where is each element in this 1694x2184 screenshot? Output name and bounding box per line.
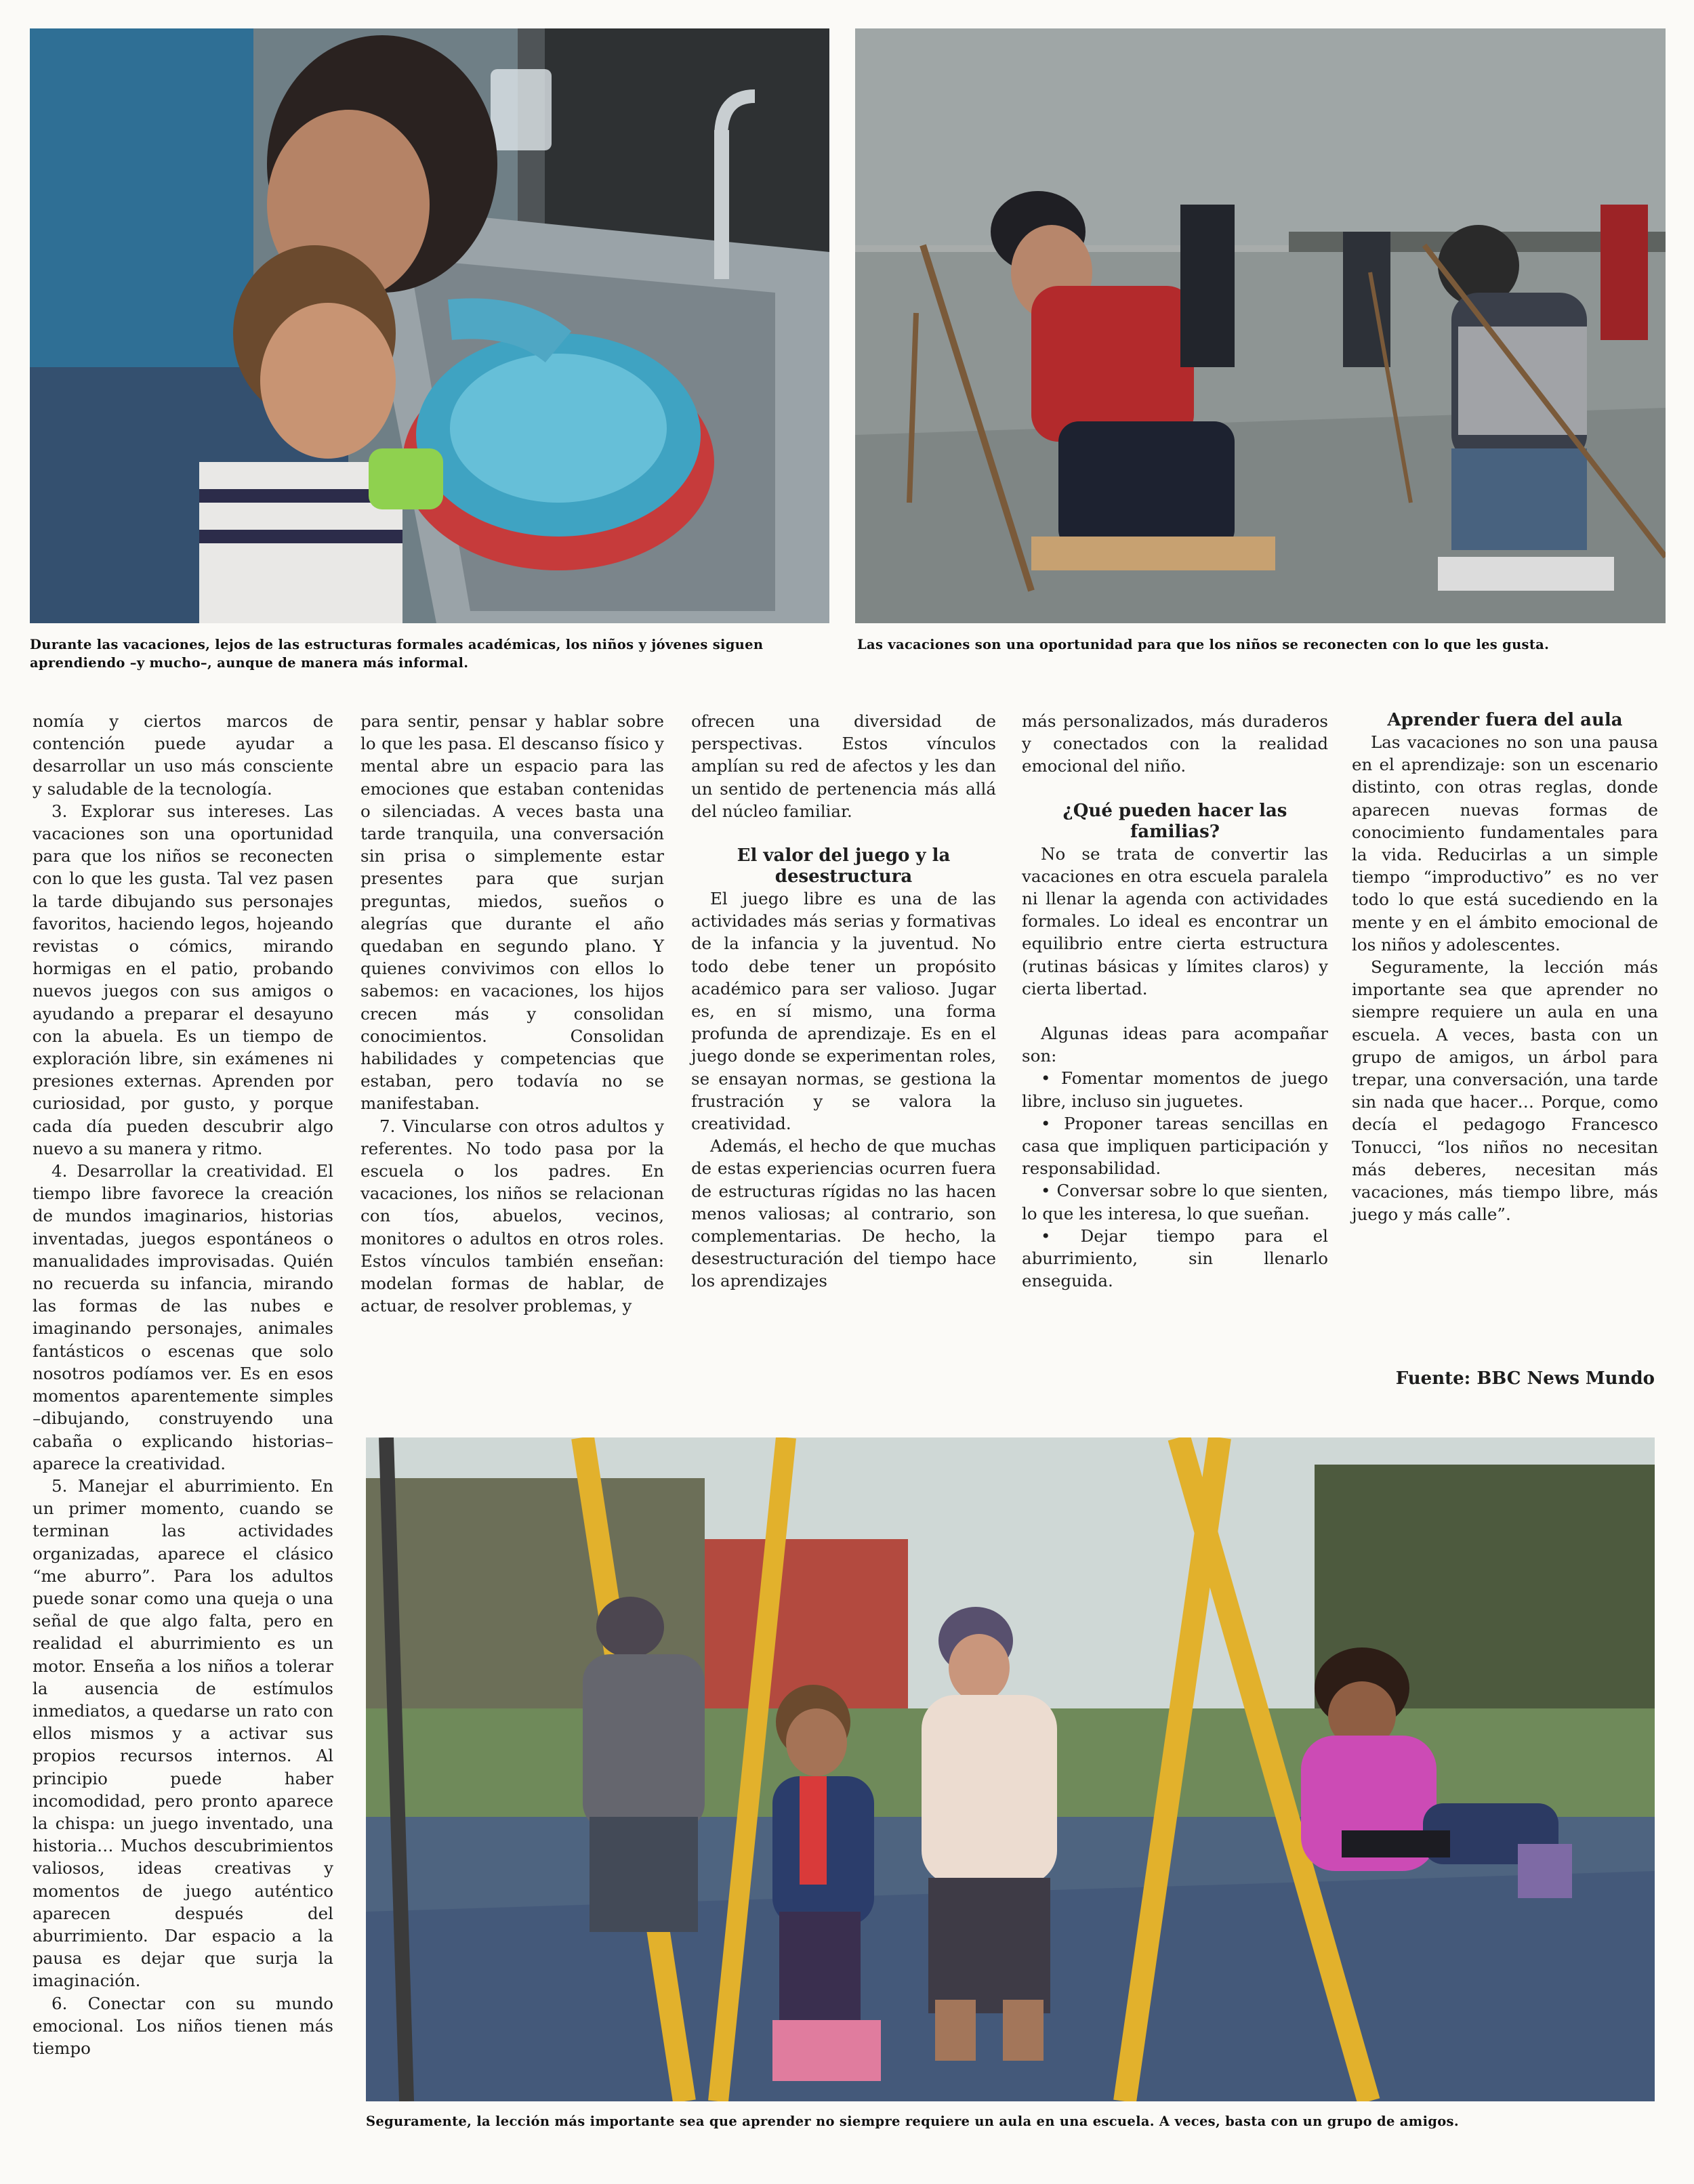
caption-photo-3: Seguramente, la lección más importante sea que aprender no siempre requiere un aula en una escuela. A veces, basta con un grupo de amigos.	[366, 2114, 1459, 2129]
column-4	[1022, 710, 1328, 1292]
bullet-item: • Fomentar momentos de juego libre, incluso sin juguetes.	[1022, 1068, 1328, 1111]
section-heading: Aprender fuera del aula	[1387, 710, 1623, 730]
paragraph: Además, el hecho de que muchas de estas experiencias ocurren fuera de estructuras rígidas no las hacen menos valiosas; al contrario, son complementarias. De hecho, la desestructuración del tiempo hace los aprendizajes	[691, 1136, 996, 1291]
paragraph: Algunas ideas para acompañar son:	[1022, 1024, 1328, 1066]
bullet-item: • Proponer tareas sencillas en casa que impliquen participación y responsabilidad.	[1022, 1113, 1328, 1179]
paragraph: 4. Desarrollar la creatividad. El tiempo libre favorece la creación de mundos imaginarios, historias inventadas, juegos espontáneos o manualidades improvisadas. Quién no recuerda su infancia, mirando las formas de las nubes e imaginando personajes, animales fantásticos o escenas que solo nosotros podíamos ver. Es en esos momentos aparentemente simples –dibujando, construyendo una cabaña o explicando historias– aparece la creatividad.	[33, 1161, 333, 1473]
photo-dishwashing	[30, 28, 829, 623]
column-2	[360, 710, 664, 1317]
paragraph: 6. Conectar con su mundo emocional. Los niños tienen más tiempo	[33, 1993, 333, 2058]
column-5	[1352, 710, 1658, 1225]
column-1	[33, 710, 333, 2059]
paragraph: ofrecen una diversidad de perspectivas. Estos vínculos amplían su red de afectos y les dan un sentido de pertenencia más allá del núcleo familiar.	[691, 711, 996, 821]
caption-photo-1: Durante las vacaciones, lejos de las estructuras formales académicas, los niños y jóvenes siguen aprendiendo –y mucho–, aunque de manera más informal.	[30, 637, 764, 671]
column-3	[691, 710, 996, 1293]
paragraph: El juego libre es una de las actividades más serias y formativas de la infancia y la juventud. No todo debe tener un propósito académico para ser valioso. Jugar es, en sí mismo, una forma profunda de aprendizaje. Es en el juego donde se experimentan roles, se ensayan normas, se gestiona la frustración y se valora la creatividad.	[691, 889, 996, 1134]
paragraph: nomía y ciertos marcos de contención puede ayudar a desarrollar un uso más consciente y saludable de la tecnología.	[33, 711, 333, 799]
photo-sledding	[855, 28, 1666, 623]
source-credit: Fuente: BBC News Mundo	[1395, 1368, 1655, 1389]
paragraph: No se trata de convertir las vacaciones en otra escuela paralela ni llenar la agenda con actividades formales. Lo ideal es encontrar un equilibrio entre cierta estructura (rutinas básicas y límites claros) y cierta libertad.	[1022, 843, 1328, 999]
paragraph: más personalizados, más duraderos y conectados con la realidad emocional del niño.	[1022, 711, 1328, 776]
paragraph: 5. Manejar el aburrimiento. En un primer momento, cuando se terminan las actividades organizadas, aparece el clásico “me aburro”. Para los adultos puede sonar como una queja o una señal de que algo falta, pero en realidad el aburrimiento es un motor. Enseña a los niños a tolerar la ausencia de estímulos inmediatos, a quedarse un rato con ellos mismos y a activar sus propios recursos internos. Al principio puede haber incomodidad, pero pronto aparece la chispa: un juego inventado, una historia… Muchos descubrimientos valiosos, ideas creativas y momentos de juego auténtico aparecen después del aburrimiento. Dar espacio a la pausa es dejar que surja la imaginación.	[33, 1475, 333, 1991]
caption-photo-2: Las vacaciones son una oportunidad para que los niños se reconecten con lo que les gusta.	[857, 637, 1550, 652]
bullet-item: • Dejar tiempo para el aburrimiento, sin llenarlo enseguida.	[1022, 1225, 1328, 1291]
paragraph: 7. Vincularse con otros adultos y referentes. No todo pasa por la escuela o los padres. En vacaciones, los niños se relacionan con tíos, abuelos, vecinos, monitores o adultos en otros roles. Estos vínculos también enseñan: modelan formas de hablar, de actuar, de resolver problemas, y	[360, 1116, 664, 1316]
bullet-item: • Conversar sobre lo que sienten, lo que les interesa, lo que sueñan.	[1022, 1181, 1328, 1223]
section-heading: ¿Qué pueden hacer las familias?	[1062, 800, 1287, 842]
paragraph: 3. Explorar sus intereses. Las vacaciones son una oportunidad para que los niños se reconecten con lo que les gusta. Tal vez pasen la tarde dibujando sus personajes favoritos, haciendo legos, hojeando revistas o cómics, mirando hormigas en el patio, probando nuevos juegos con sus amigos o ayudando a preparar el desayuno con la abuela. Es un tiempo de exploración libre, sin exámenes ni presiones externas. Aprenden por curiosidad, por gusto, y porque cada día pueden descubrir algo nuevo a su manera y ritmo.	[33, 801, 333, 1158]
paragraph: Seguramente, la lección más importante sea que aprender no siempre requiere un aula en una escuela. A veces, basta con un grupo de amigos, un árbol para trepar, una conversación, una tarde sin nada que hacer… Porque, como decía el pedagogo Francesco Tonucci, “los niños no necesitan más deberes, necesitan más vacaciones, más tiempo libre, más juego y más calle”.	[1352, 957, 1658, 1225]
section-heading: El valor del juego y la desestructura	[737, 845, 951, 887]
paragraph: para sentir, pensar y hablar sobre lo que les pasa. El descanso físico y mental abre un espacio para las emociones que estaban contenidas o silenciadas. A veces basta una tarde tranquila, una conversación sin prisa o simplemente estar presentes para que surjan preguntas, miedos, sueños o alegrías que durante el año quedaban en segundo plano. Y quienes convivimos con ellos lo sabemos: en vacaciones, los hijos crecen más y consolidan conocimientos. Consolidan habilidades y competencias que estaban, pero todavía no se manifestaban.	[360, 711, 664, 1114]
paragraph: Las vacaciones no son una pausa en el aprendizaje: son un escenario distinto, con otras reglas, donde aparecen nuevas formas de conocimiento fundamentales para la vida. Reducirlas a un simple tiempo “improductivo” es no ver todo lo que está sucediendo en la mente y en el ámbito emocional de los niños y adolescentes.	[1352, 732, 1658, 954]
photo-swings	[366, 1437, 1655, 2101]
